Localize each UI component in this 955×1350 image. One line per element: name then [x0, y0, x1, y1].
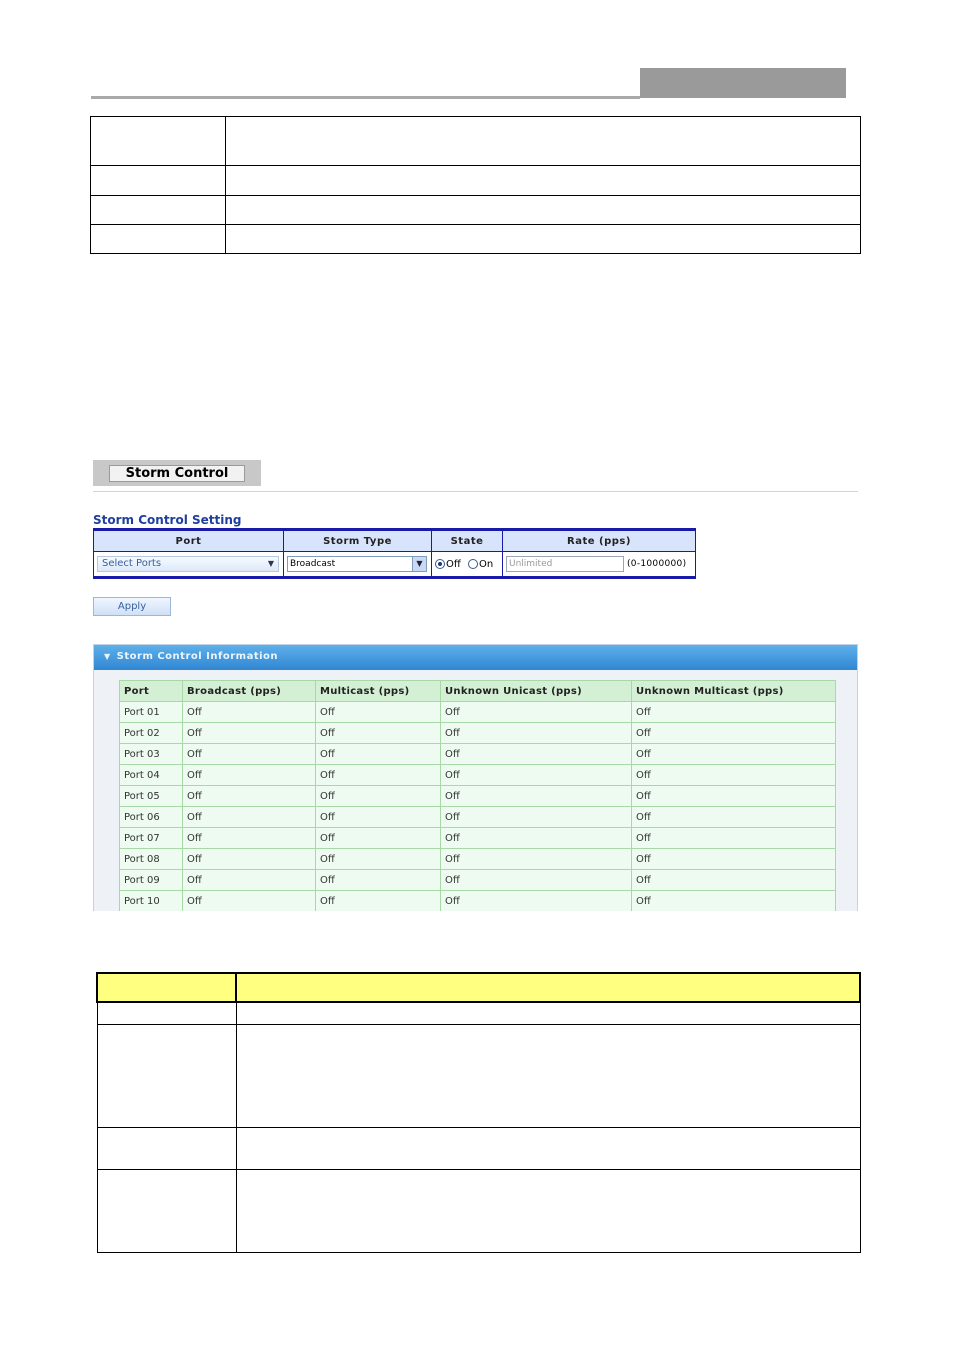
- table-row: [120, 765, 836, 786]
- table-row: [120, 807, 836, 828]
- info-cell-port: Port 08: [120, 849, 183, 870]
- info-cell-unknown-unicast: Off: [441, 744, 632, 765]
- info-col-broadcast: Broadcast (pps): [183, 681, 316, 702]
- info-cell-unknown-multicast: Off: [632, 870, 836, 891]
- info-cell-port: Port 10: [120, 891, 183, 912]
- info-cell-multicast: Off: [316, 723, 441, 744]
- info-cell-broadcast: Off: [183, 891, 316, 912]
- info-cell-multicast: Off: [316, 870, 441, 891]
- info-cell-broadcast: Off: [183, 870, 316, 891]
- info-col-unknown-unicast: Unknown Unicast (pps): [441, 681, 632, 702]
- info-cell-port: Port 05: [120, 786, 183, 807]
- table-row: [120, 786, 836, 807]
- info-cell-unknown-multicast: Off: [632, 891, 836, 912]
- setting-section-title: Storm Control Setting: [93, 513, 242, 527]
- apply-button[interactable]: Apply: [93, 597, 171, 616]
- state-on-label: On: [478, 558, 494, 570]
- info-panel-header[interactable]: [94, 645, 857, 670]
- info-cell-unknown-unicast: Off: [441, 807, 632, 828]
- info-cell-unknown-unicast: Off: [441, 870, 632, 891]
- storm-info-table: [119, 680, 836, 911]
- info-cell-unknown-unicast: Off: [441, 891, 632, 912]
- table-row: [120, 723, 836, 744]
- page-title-tab: [93, 460, 261, 486]
- page-title: Storm Control: [109, 465, 245, 482]
- info-cell-broadcast: Off: [183, 723, 316, 744]
- info-cell-broadcast: Off: [183, 828, 316, 849]
- info-cell-unknown-multicast: Off: [632, 807, 836, 828]
- info-cell-broadcast: Off: [183, 849, 316, 870]
- storm-control-screenshot: [92, 458, 859, 911]
- state-on-radio[interactable]: [468, 559, 478, 569]
- storm-setting-table: [93, 528, 696, 579]
- state-off-radio[interactable]: [435, 559, 445, 569]
- port-select[interactable]: [97, 556, 279, 572]
- info-col-port: Port: [120, 681, 183, 702]
- info-col-multicast: Multicast (pps): [316, 681, 441, 702]
- table-row: [120, 744, 836, 765]
- chevron-down-icon: ▼: [267, 559, 274, 568]
- info-cell-broadcast: Off: [183, 765, 316, 786]
- info-cell-multicast: Off: [316, 786, 441, 807]
- info-cell-multicast: Off: [316, 765, 441, 786]
- info-cell-unknown-multicast: Off: [632, 702, 836, 723]
- info-cell-port: Port 03: [120, 744, 183, 765]
- info-cell-broadcast: Off: [183, 807, 316, 828]
- col-header-storm-type: Storm Type: [284, 530, 432, 552]
- info-cell-unknown-unicast: Off: [441, 828, 632, 849]
- info-cell-port: Port 07: [120, 828, 183, 849]
- info-cell-multicast: Off: [316, 744, 441, 765]
- info-cell-unknown-multicast: Off: [632, 744, 836, 765]
- table-row: [120, 702, 836, 723]
- info-cell-multicast: Off: [316, 828, 441, 849]
- port-select-value: Select Ports: [102, 558, 162, 569]
- parameter-doc-table: [96, 972, 861, 1253]
- rate-range-hint: (0-1000000): [627, 559, 687, 569]
- info-cell-multicast: Off: [316, 702, 441, 723]
- info-cell-unknown-unicast: Off: [441, 849, 632, 870]
- info-cell-port: Port 04: [120, 765, 183, 786]
- info-cell-broadcast: Off: [183, 786, 316, 807]
- table-row: [120, 849, 836, 870]
- table-row: [120, 828, 836, 849]
- table-row: [120, 891, 836, 912]
- storm-type-select[interactable]: [287, 556, 427, 572]
- table-row: [120, 870, 836, 891]
- info-cell-multicast: Off: [316, 849, 441, 870]
- collapse-triangle-icon: ▼: [104, 652, 111, 661]
- info-cell-unknown-unicast: Off: [441, 765, 632, 786]
- top-doc-table: [90, 116, 861, 254]
- info-cell-broadcast: Off: [183, 744, 316, 765]
- info-cell-unknown-multicast: Off: [632, 723, 836, 744]
- title-divider: [93, 491, 858, 492]
- info-cell-port: Port 01: [120, 702, 183, 723]
- info-cell-unknown-multicast: Off: [632, 786, 836, 807]
- info-cell-multicast: Off: [316, 807, 441, 828]
- info-cell-port: Port 02: [120, 723, 183, 744]
- info-cell-unknown-multicast: Off: [632, 765, 836, 786]
- col-header-rate: Rate (pps): [503, 530, 696, 552]
- info-cell-unknown-multicast: Off: [632, 849, 836, 870]
- info-cell-port: Port 09: [120, 870, 183, 891]
- col-header-state: State: [432, 530, 503, 552]
- info-panel-title: Storm Control Information: [116, 651, 279, 662]
- info-cell-unknown-unicast: Off: [441, 786, 632, 807]
- info-cell-unknown-unicast: Off: [441, 723, 632, 744]
- storm-info-panel: [93, 644, 858, 911]
- info-cell-port: Port 06: [120, 807, 183, 828]
- info-col-unknown-multicast: Unknown Multicast (pps): [632, 681, 836, 702]
- storm-type-value: Broadcast: [290, 559, 336, 569]
- info-cell-unknown-unicast: Off: [441, 702, 632, 723]
- header-rule: [91, 96, 640, 99]
- info-cell-multicast: Off: [316, 891, 441, 912]
- rate-input[interactable]: Unlimited: [506, 556, 624, 572]
- info-cell-unknown-multicast: Off: [632, 828, 836, 849]
- state-off-label: Off: [446, 558, 461, 570]
- col-header-port: Port: [94, 530, 284, 552]
- header-box: [640, 68, 846, 98]
- chevron-down-icon: ▼: [412, 557, 426, 571]
- info-cell-broadcast: Off: [183, 702, 316, 723]
